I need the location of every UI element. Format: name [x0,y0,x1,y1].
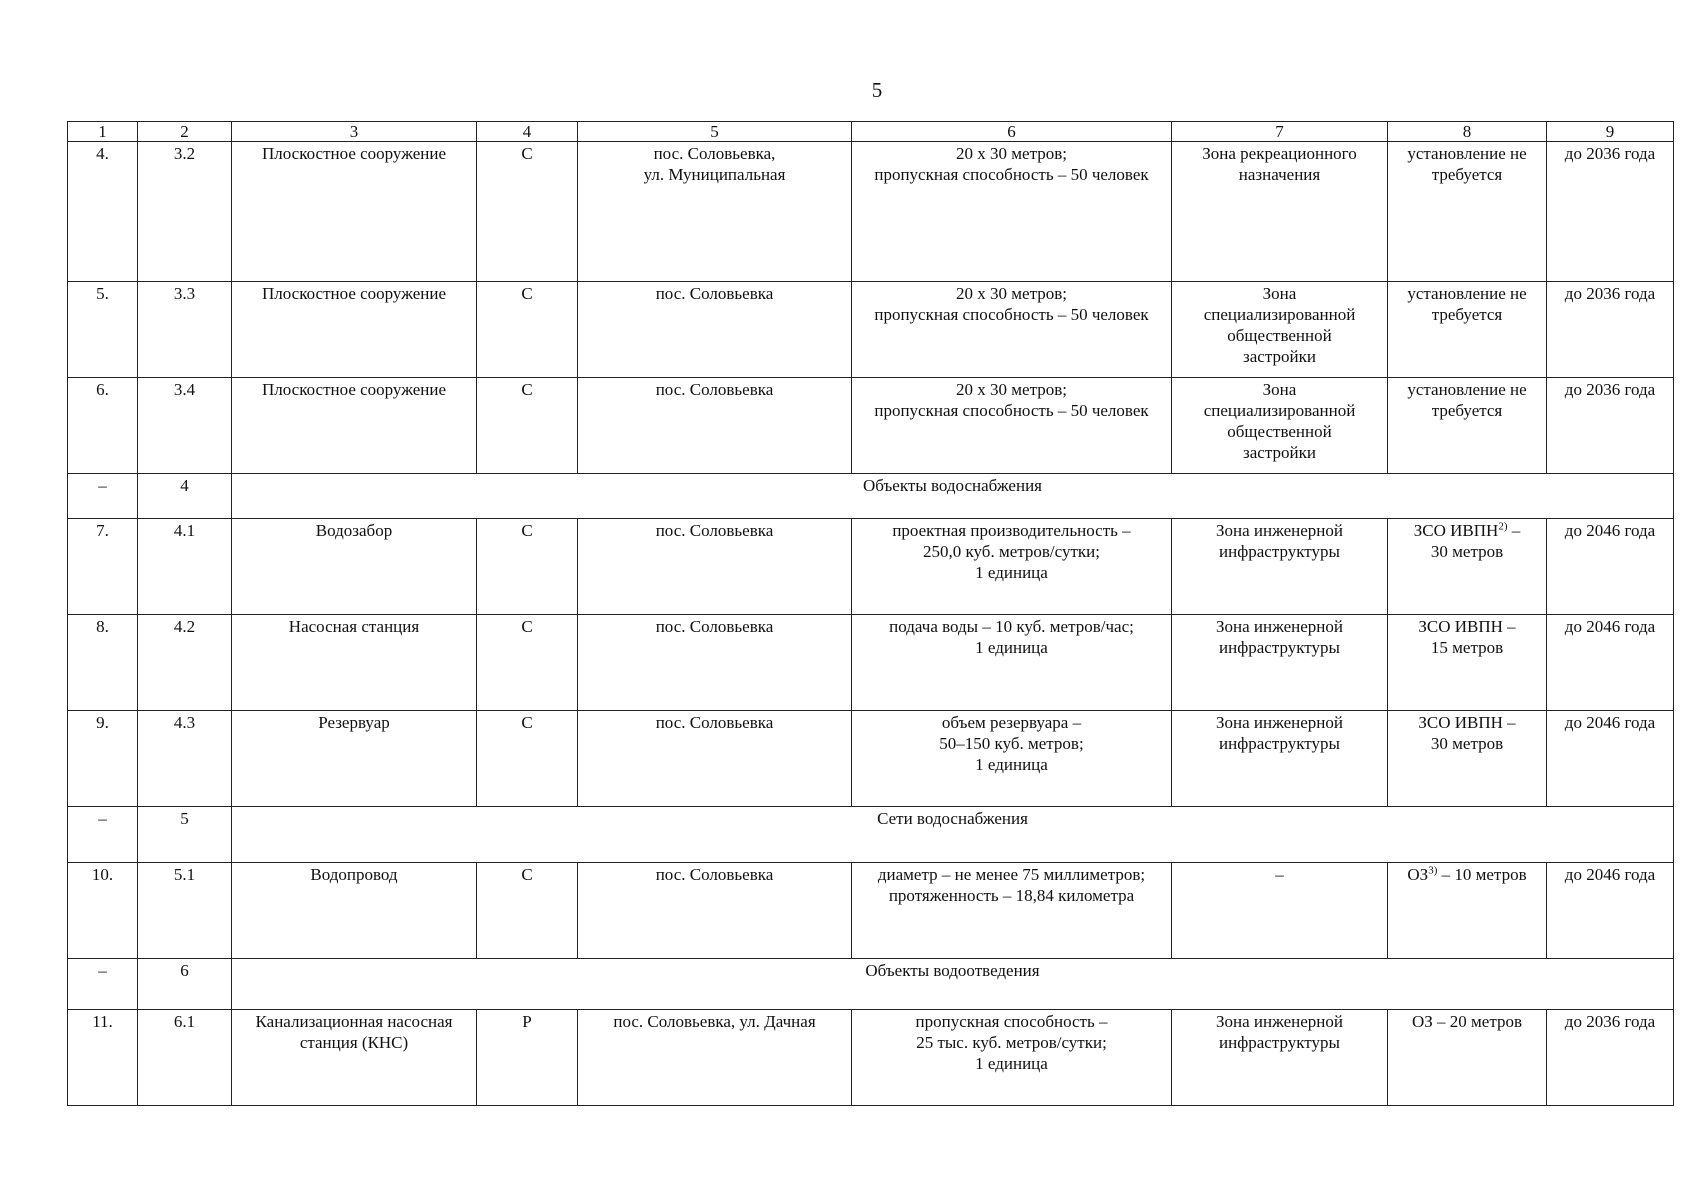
row-number-text: – [98,961,107,980]
restriction-zone-line: ОЗ – 20 метров [1411,1012,1522,1031]
row-number [68,142,138,282]
restriction-zone-line: установление не [1407,284,1527,303]
object-status [477,378,578,474]
functional-zone [1172,519,1388,615]
functional-zone-line: Зона инженерной [1215,521,1343,540]
functional-zone-line: инфраструктуры [1219,638,1340,657]
restriction-zone [1388,863,1547,959]
object-characteristics [852,615,1172,711]
restriction-zone-line: требуется [1431,305,1503,324]
row-code [138,615,232,711]
restriction-zone [1388,615,1547,711]
object-status-text: С [521,144,533,163]
object-location [578,615,852,711]
functional-zone-line: Зона [1262,380,1297,399]
restriction-zone-line: ЗСО ИВПН – [1418,713,1516,732]
object-characteristics-line: пропускная способность – 50 человек [874,305,1149,324]
object-name [232,615,477,711]
object-location [578,378,852,474]
object-characteristics [852,282,1172,378]
functional-zone [1172,711,1388,807]
object-location-line: пос. Соловьевка [655,713,774,732]
functional-zone-line: застройки [1243,347,1316,366]
functional-zone-line: общественной [1227,422,1332,441]
object-characteristics-line: 1 единица [975,1054,1048,1073]
column-number: 6 [852,122,1172,142]
object-location [578,142,852,282]
row-code-text: 4.2 [173,617,196,636]
row-code [138,863,232,959]
implementation-term-text: до 2036 года [1564,284,1656,303]
functional-zone-line: инфраструктуры [1219,542,1340,561]
restriction-zone [1388,711,1547,807]
object-location-line: пос. Соловьевка [655,521,774,540]
object-location-line: пос. Соловьевка, [653,144,776,163]
column-number: 5 [578,122,852,142]
row-number [68,519,138,615]
implementation-term [1547,519,1674,615]
restriction-tail-text: – [1507,521,1521,540]
object-characteristics-line: диаметр – не менее 75 миллиметров; [877,865,1146,884]
object-location-line: пос. Соловьевка [655,380,774,399]
implementation-term [1547,615,1674,711]
object-status [477,519,578,615]
table-row [68,142,1674,282]
restriction-zone [1388,1010,1547,1106]
restriction-zone-line [1394,864,1540,885]
row-number-text: 6. [96,380,109,399]
row-code [138,959,232,1010]
object-status [477,863,578,959]
footnote-marker: 3) [1428,864,1438,877]
row-code-text: 3.3 [173,284,196,303]
functional-zone [1172,615,1388,711]
object-name-text: Плоскостное сооружение [261,144,447,163]
object-characteristics-line: 1 единица [975,638,1048,657]
functional-zone-line: застройки [1243,443,1316,462]
row-code [138,1010,232,1106]
object-status [477,711,578,807]
section-title-text: Сети водоснабжения [877,809,1028,828]
row-number-text: – [98,476,107,495]
section-title-text: Объекты водоснабжения [863,476,1042,495]
section-row [68,959,1674,1010]
functional-zone-line: – [1275,865,1284,884]
row-number [68,711,138,807]
implementation-term [1547,282,1674,378]
row-number-text: – [98,809,107,828]
section-title-text: Объекты водоотведения [865,961,1040,980]
object-status-text: С [521,865,533,884]
column-number: 7 [1172,122,1388,142]
restriction-zone-line: 30 метров [1430,734,1504,753]
row-code-text: 5.1 [173,865,196,884]
functional-zone-line: Зона инженерной [1215,617,1343,636]
table-row [68,863,1674,959]
restriction-tail-text: – 10 метров [1437,865,1527,884]
section-title [232,959,1674,1010]
functional-zone-line: Зона [1262,284,1297,303]
restriction-zone-line: установление не [1407,144,1527,163]
object-name-text: Водопровод [310,865,398,884]
object-name-text: Насосная станция [288,617,420,636]
object-characteristics-line: 20 х 30 метров; [956,144,1067,163]
object-location-line: пос. Соловьевка [655,865,774,884]
restriction-zone-line: 30 метров [1430,542,1504,561]
row-code [138,807,232,863]
table-row [68,711,1674,807]
functional-zone-line: специализированной [1203,305,1356,324]
restriction-zone-line: ЗСО ИВПН – [1418,617,1516,636]
implementation-term-text: до 2036 года [1564,380,1656,399]
object-status-text: С [521,380,533,399]
functional-zone [1172,378,1388,474]
implementation-term [1547,711,1674,807]
functional-zone-line: инфраструктуры [1219,734,1340,753]
row-code [138,282,232,378]
section-row [68,807,1674,863]
object-name [232,519,477,615]
implementation-term-text: до 2036 года [1564,1012,1656,1031]
object-characteristics-line: протяженность – 18,84 километра [888,886,1135,905]
object-status [477,615,578,711]
object-characteristics-line: 1 единица [975,755,1048,774]
implementation-term-text: до 2046 года [1564,865,1656,884]
functional-zone-line: Зона инженерной [1215,713,1343,732]
object-status-text: С [521,284,533,303]
object-name [232,1010,477,1106]
functional-zone [1172,1010,1388,1106]
column-number: 9 [1547,122,1674,142]
restriction-zone [1388,142,1547,282]
object-name [232,711,477,807]
row-code-text: 4.3 [173,713,196,732]
object-location [578,519,852,615]
column-number: 3 [232,122,477,142]
object-characteristics [852,863,1172,959]
row-number-text: 9. [96,713,109,732]
column-number: 1 [68,122,138,142]
objects-table [67,121,1674,1106]
object-status-text: С [521,617,533,636]
column-number: 2 [138,122,232,142]
functional-zone [1172,282,1388,378]
object-name-text: Водозабор [315,521,393,540]
row-number-text: 7. [96,521,109,540]
object-characteristics-line: 50–150 куб. метров; [939,734,1084,753]
object-status-text: С [521,521,533,540]
row-number-text: 4. [96,144,109,163]
row-number [68,615,138,711]
functional-zone-line: общественной [1227,326,1332,345]
restriction-zone-line: требуется [1431,401,1503,420]
column-number: 8 [1388,122,1547,142]
row-code [138,378,232,474]
object-characteristics [852,711,1172,807]
object-characteristics-line: подача воды – 10 куб. метров/час; [889,617,1134,636]
implementation-term [1547,378,1674,474]
restriction-zone-line: 15 метров [1430,638,1504,657]
object-name-text: Плоскостное сооружение [261,284,447,303]
functional-zone-line: Зона рекреационного [1202,144,1357,163]
page-number: 5 [871,78,883,102]
table-body [68,142,1674,1106]
object-characteristics-line: 20 х 30 метров; [956,380,1067,399]
functional-zone [1172,863,1388,959]
row-number [68,959,138,1010]
implementation-term [1547,1010,1674,1106]
row-number [68,807,138,863]
object-name-text: Канализационная насосная станция (КНС) [255,1012,453,1052]
implementation-term [1547,863,1674,959]
row-number [68,282,138,378]
object-characteristics [852,519,1172,615]
restriction-zone-line: установление не [1407,380,1527,399]
object-location-line: пос. Соловьевка [655,284,774,303]
row-number-text: 5. [96,284,109,303]
object-name [232,282,477,378]
object-characteristics-line: 1 единица [975,563,1048,582]
row-number-text: 11. [92,1012,113,1031]
section-title [232,807,1674,863]
row-number [68,1010,138,1106]
object-name [232,378,477,474]
object-characteristics-line: пропускная способность – [915,1012,1108,1031]
restriction-main-text: ОЗ [1407,865,1429,884]
implementation-term [1547,142,1674,282]
object-characteristics-line: 20 х 30 метров; [956,284,1067,303]
row-number-text: 8. [96,617,109,636]
restriction-zone [1388,282,1547,378]
section-title [232,474,1674,519]
table-row [68,615,1674,711]
restriction-zone-line: требуется [1431,165,1503,184]
functional-zone [1172,142,1388,282]
row-number [68,378,138,474]
object-location-line: пос. Соловьевка [655,617,774,636]
functional-zone-line: назначения [1238,165,1321,184]
table-row [68,282,1674,378]
column-number-row [68,122,1674,142]
object-name-text: Резервуар [318,713,390,732]
object-status [477,1010,578,1106]
object-location-line: ул. Муниципальная [643,165,786,184]
row-code-text: 6 [180,961,189,980]
object-characteristics-line: объем резервуара – [941,713,1082,732]
object-name [232,863,477,959]
row-code-text: 4.1 [173,521,196,540]
functional-zone-line: инфраструктуры [1219,1033,1340,1052]
row-code [138,142,232,282]
object-status [477,142,578,282]
restriction-zone [1388,519,1547,615]
object-characteristics-line: пропускная способность – 50 человек [874,165,1149,184]
implementation-term-text: до 2046 года [1564,521,1656,540]
row-code-text: 3.2 [173,144,196,163]
row-code-text: 3.4 [173,380,196,399]
row-number [68,863,138,959]
restriction-zone [1388,378,1547,474]
object-characteristics [852,1010,1172,1106]
row-code [138,711,232,807]
row-code-text: 5 [180,809,189,828]
section-row [68,474,1674,519]
object-characteristics-line: пропускная способность – 50 человек [874,401,1149,420]
functional-zone-line: Зона инженерной [1215,1012,1343,1031]
row-code [138,474,232,519]
footnote-marker: 2) [1498,520,1508,533]
restriction-main-text: ЗСО ИВПН [1413,521,1499,540]
object-name [232,142,477,282]
object-characteristics-line: 250,0 куб. метров/сутки; [923,542,1100,561]
functional-zone-line: специализированной [1203,401,1356,420]
implementation-term-text: до 2036 года [1564,144,1656,163]
object-characteristics [852,142,1172,282]
row-number [68,474,138,519]
table-row [68,378,1674,474]
object-location [578,863,852,959]
object-location [578,282,852,378]
implementation-term-text: до 2046 года [1564,617,1656,636]
object-location [578,1010,852,1106]
column-number: 4 [477,122,578,142]
object-characteristics-line: 25 тыс. куб. метров/сутки; [916,1033,1107,1052]
table-row [68,519,1674,615]
object-status [477,282,578,378]
row-number-text: 10. [91,865,114,884]
object-characteristics [852,378,1172,474]
object-status-text: С [521,713,533,732]
object-status-text: Р [522,1012,532,1031]
implementation-term-text: до 2046 года [1564,713,1656,732]
table-row [68,1010,1674,1106]
restriction-zone-line [1394,520,1540,541]
object-characteristics-line: проектная производительность – [892,521,1131,540]
row-code [138,519,232,615]
object-name-text: Плоскостное сооружение [261,380,447,399]
object-location-line: пос. Соловьевка, ул. Дачная [613,1012,816,1031]
object-location [578,711,852,807]
row-code-text: 6.1 [173,1012,196,1031]
row-code-text: 4 [180,476,189,495]
